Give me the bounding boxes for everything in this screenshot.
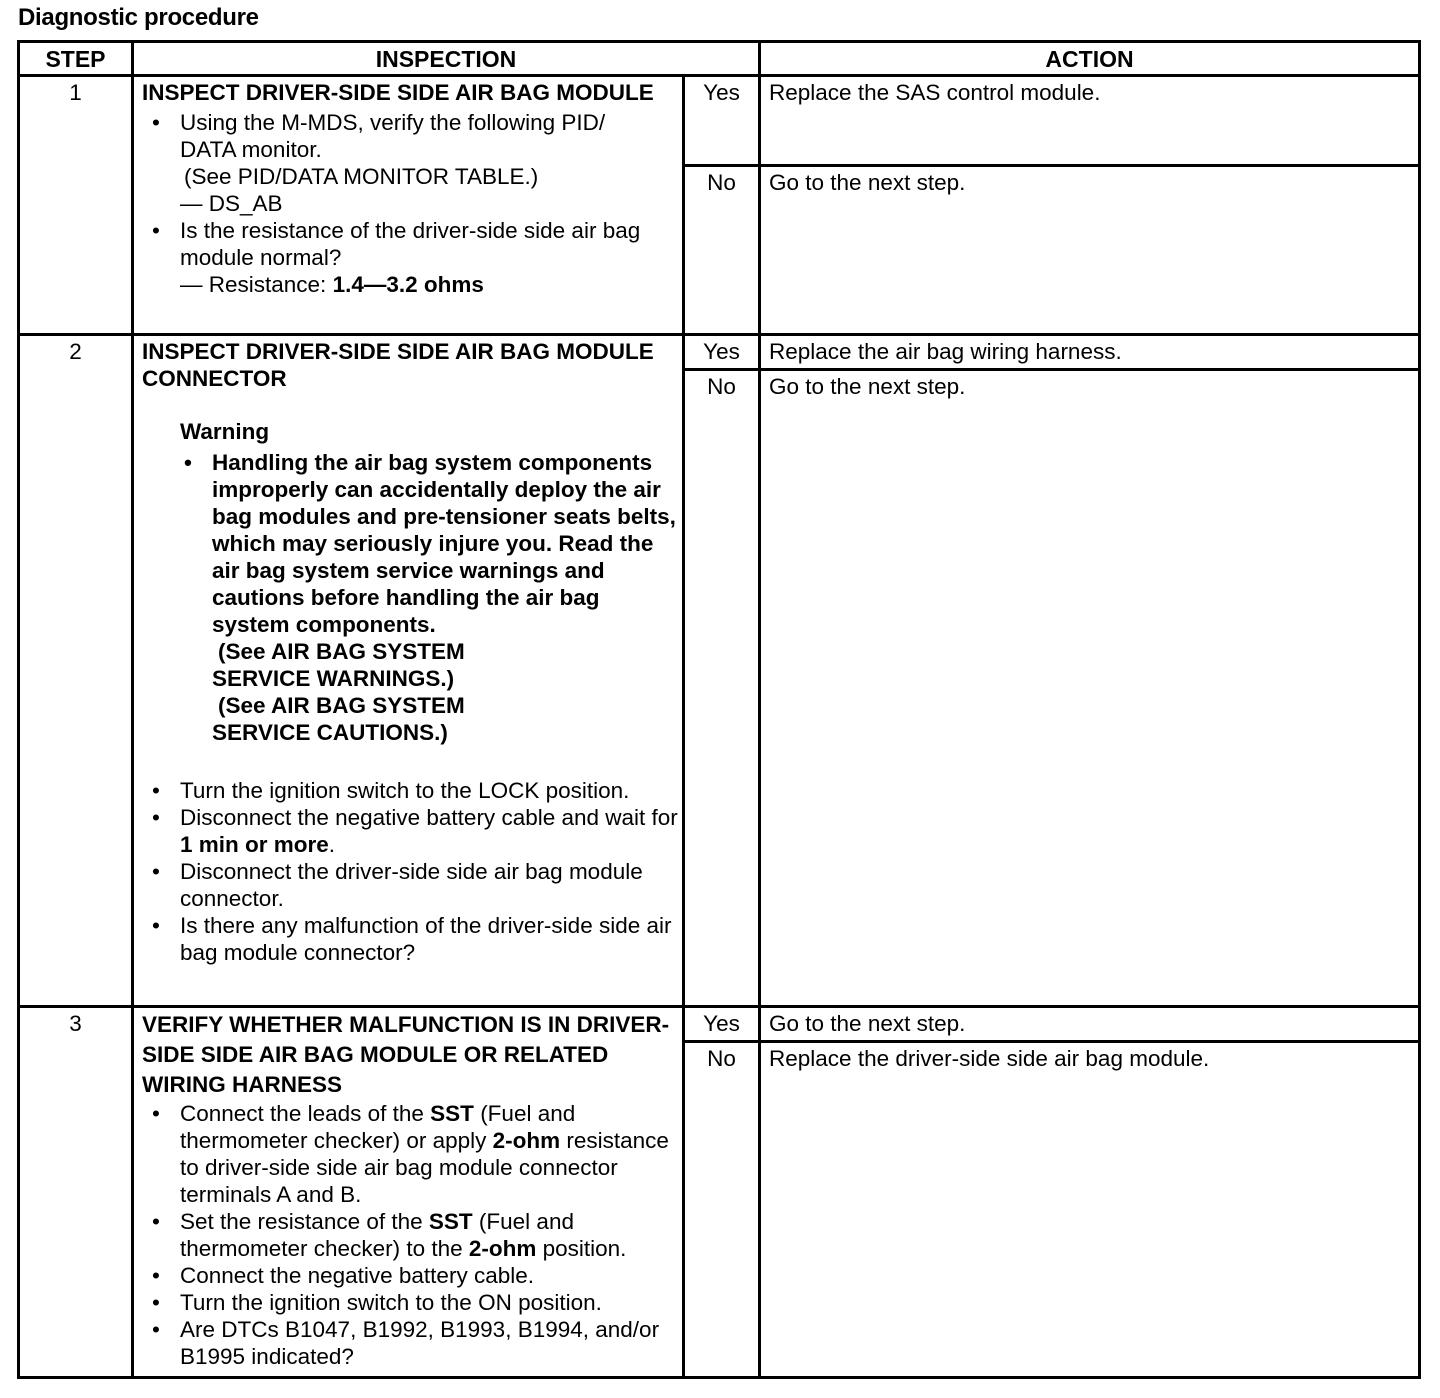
inspection-item: • Is there any malfunction of the driver-side side air bag module connector? bbox=[142, 912, 678, 966]
inspection-list bbox=[142, 109, 678, 298]
inspection-text: Is the resistance of the driver-side side air bag module normal? bbox=[180, 218, 641, 270]
inspection-item: • Turn the ignition switch to the ON position. bbox=[142, 1289, 678, 1316]
header-action: ACTION bbox=[760, 42, 1420, 76]
warning-list bbox=[180, 449, 678, 746]
inspection-item: • Connect the leads of the SST (Fuel and thermometer checker) or apply 2-ohm resistance to driver-side side air bag module connector terminals A and B. bbox=[142, 1100, 678, 1208]
reference-text: (See PID/DATA MONITOR TABLE.) bbox=[184, 164, 539, 189]
no-action: Replace the driver-side side air bag module. bbox=[760, 1042, 1420, 1378]
step-heading: INSPECT DRIVER-SIDE SIDE AIR BAG MODULE bbox=[142, 80, 654, 105]
step-number: 2 bbox=[19, 335, 133, 1007]
inspection-text: DATA monitor. bbox=[180, 137, 322, 162]
spec-label: — Resistance: bbox=[180, 272, 333, 297]
header-step: STEP bbox=[19, 42, 133, 76]
inspection-item: • Disconnect the negative battery cable and wait for 1 min or more. bbox=[142, 804, 678, 858]
step-1-yes-row bbox=[19, 76, 1420, 166]
warning-title: Warning bbox=[180, 419, 270, 444]
diagnostic-table bbox=[17, 40, 1421, 1379]
yes-action: Go to the next step. bbox=[760, 1007, 1420, 1042]
yes-action: Replace the SAS control module. bbox=[760, 76, 1420, 166]
no-label: No bbox=[684, 1042, 760, 1378]
warning-text: • Handling the air bag system components improperly can accidentally deploy the air bag modules and pre-tensioner seats belts, which may seriously injure you. Read the air bag system service warnings and cautions before handling the air bag system components. bbox=[212, 450, 676, 637]
inspection-item: • Are DTCs B1047, B1992, B1993, B1994, and/or B1995 indicated? bbox=[142, 1316, 678, 1370]
step-number: 3 bbox=[19, 1007, 133, 1378]
step-heading: INSPECT DRIVER-SIDE SIDE AIR BAG MODULE CONNECTOR bbox=[142, 339, 654, 391]
step-2-yes-row bbox=[19, 335, 1420, 370]
step-1-inspection bbox=[133, 76, 684, 335]
yes-label: Yes bbox=[684, 1007, 760, 1042]
pid-item: — DS_AB bbox=[180, 191, 283, 216]
header-row bbox=[19, 42, 1420, 76]
step-3-inspection bbox=[133, 1007, 684, 1378]
spec-value: 1.4—3.2 ohms bbox=[332, 272, 484, 297]
page-title: Diagnostic procedure bbox=[18, 4, 259, 31]
warning-reference: SERVICE WARNINGS.) bbox=[212, 666, 455, 691]
step-number: 1 bbox=[19, 76, 133, 335]
inspection-item: • Disconnect the driver-side side air bag module connector. bbox=[142, 858, 678, 912]
yes-label: Yes bbox=[684, 76, 760, 166]
no-action: Go to the next step. bbox=[760, 166, 1420, 335]
warning-reference: SERVICE CAUTIONS.) bbox=[212, 720, 448, 745]
yes-action: Replace the air bag wiring harness. bbox=[760, 335, 1420, 370]
step-heading: VERIFY WHETHER MALFUNCTION IS IN DRIVER-SIDE SIDE AIR BAG MODULE OR RELATED WIRING HARNESS bbox=[142, 1012, 670, 1097]
header-inspection: INSPECTION bbox=[133, 42, 760, 76]
no-label: No bbox=[684, 370, 760, 1007]
step-3-yes-row bbox=[19, 1007, 1420, 1042]
inspection-list bbox=[142, 777, 678, 966]
step-2-inspection bbox=[133, 335, 684, 1007]
yes-label: Yes bbox=[684, 335, 760, 370]
inspection-item bbox=[142, 109, 678, 217]
inspection-text: • Using the M-MDS, verify the following PID/ bbox=[180, 110, 606, 135]
warning-item bbox=[180, 449, 678, 746]
inspection-item: • Turn the ignition switch to the LOCK position. bbox=[142, 777, 678, 804]
warning-reference: (See AIR BAG SYSTEM bbox=[218, 639, 465, 664]
inspection-item: • Connect the negative battery cable. bbox=[142, 1262, 678, 1289]
inspection-list bbox=[142, 1100, 678, 1370]
inspection-item bbox=[142, 217, 678, 298]
warning-reference: (See AIR BAG SYSTEM bbox=[218, 693, 465, 718]
no-action: Go to the next step. bbox=[760, 370, 1420, 1007]
inspection-item: • Set the resistance of the SST (Fuel and thermometer checker) to the 2-ohm position. bbox=[142, 1208, 678, 1262]
no-label: No bbox=[684, 166, 760, 335]
